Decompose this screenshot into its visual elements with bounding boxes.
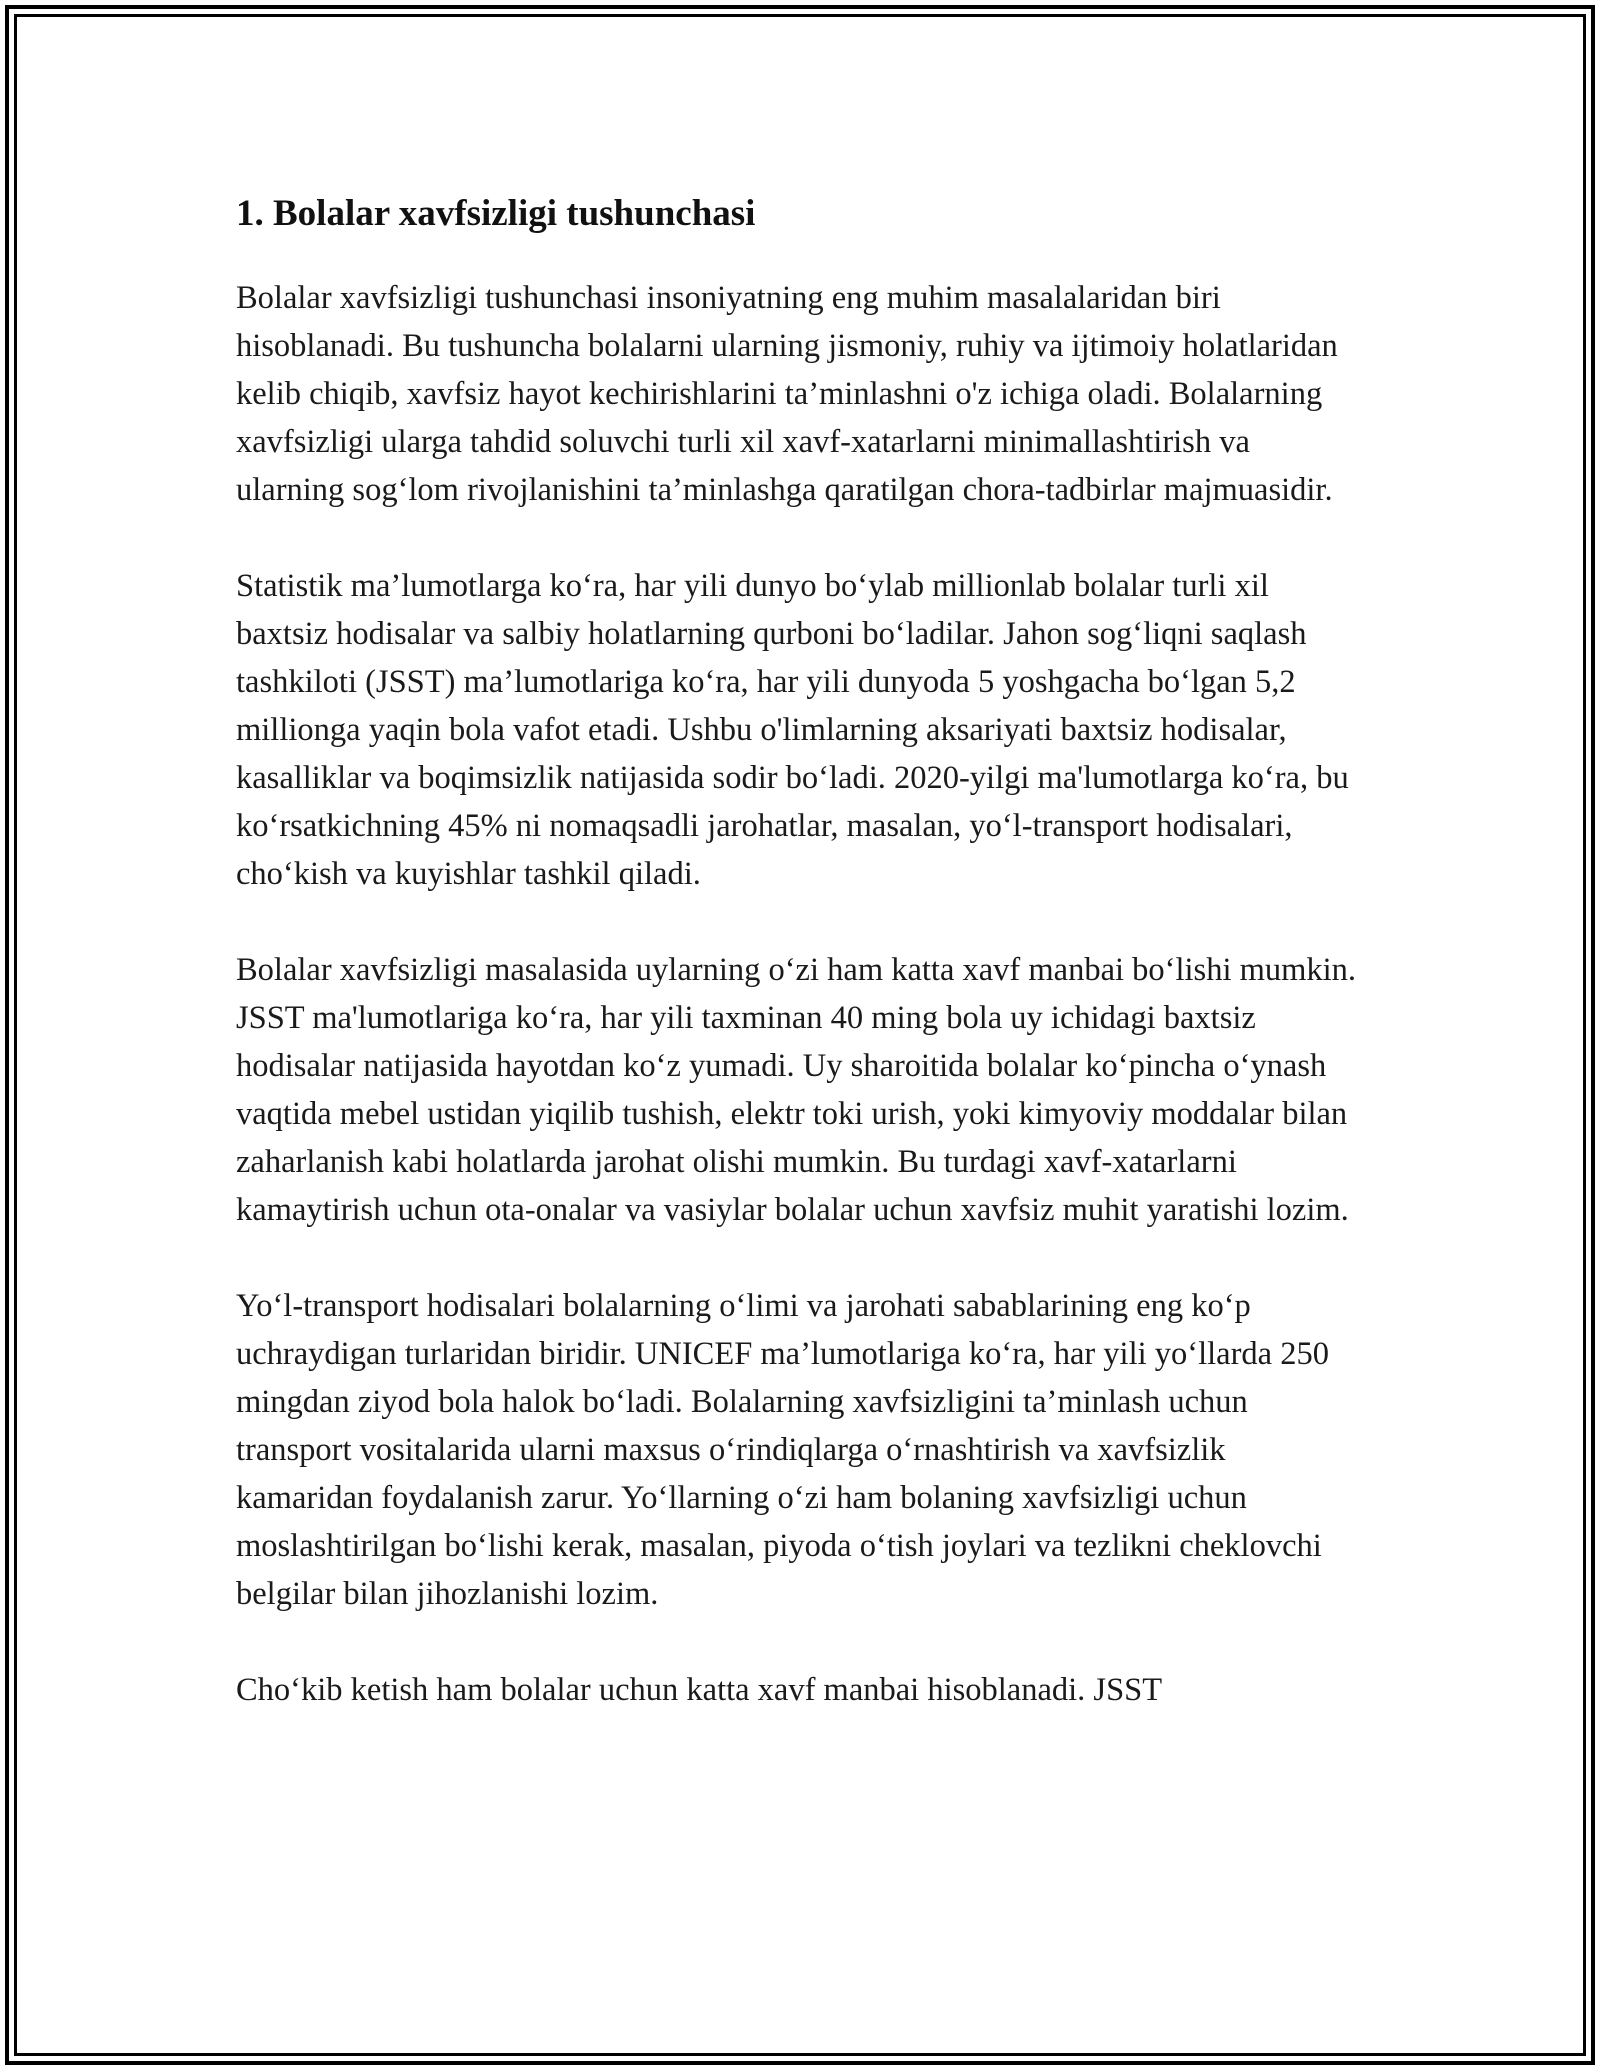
paragraph-2: Statistik ma’lumotlarga ko‘ra, har yili dunyo bo‘ylab millionlab bolalar turli xil baxtsiz hodisalar va salbiy holatlarning qurboni bo‘ladilar. Jahon sog‘liqni saqlash tashkiloti (JSST) ma’lumotlariga ko‘ra, har yili dunyoda 5 yoshgacha bo‘lgan 5,2 millionga yaqin bola vafot etadi. Ushbu o'limlarning aksariyati baxtsiz hodisalar, kasalliklar va boqimsizlik natijasida sodir bo‘ladi. 2020-yilgi ma'lumotlarga ko‘ra, bu ko‘rsatkichning 45% ni nomaqsadli jarohatlar, masalan, yo‘l-transport hodisalari, cho‘kish va kuyishlar tashkil qiladi.: [236, 568, 1349, 892]
paragraph-3: Bolalar xavfsizligi masalasida uylarning o‘zi ham katta xavf manbai bo‘lishi mumkin. JSST ma'lumotlariga ko‘ra, har yili taxminan 40 ming bola uy ichidagi baxtsiz hodisalar natijasida hayotdan ko‘z yumadi. Uy sharoitida bolalar ko‘pincha o‘ynash vaqtida mebel ustidan yiqilib tushish, elektr toki urish, yoki kimyoviy moddalar bilan zaharlanish kabi holatlarda jarohat olishi mumkin. Bu turdagi xavf-xatarlarni kamaytirish uchun ota-onalar va vasiylar bolalar uchun xavfsiz muhit yaratishi lozim.: [236, 952, 1357, 1228]
paragraph-1: Bolalar xavfsizligi tushunchasi insoniyatning eng muhim masalalaridan biri hisoblanadi. Bu tushuncha bolalarni ularning jismoniy, ruhiy va ijtimoiy holatlaridan kelib chiqib, xavfsiz hayot kechirishlarini ta’minlashni o'z ichiga oladi. Bolalarning xavfsizligi ularga tahdid soluvchi turli xil xavf-xatarlarni minimallashtirish va ularning sog‘lom rivojlanishini ta’minlashga qaratilgan chora-tadbirlar majmuasidir.: [236, 280, 1338, 508]
section-heading: 1. Bolalar xavfsizligi tushunchasi: [236, 193, 756, 234]
document-body: [236, 186, 1366, 1762]
paragraph-4: Yo‘l-transport hodisalari bolalarning o‘limi va jarohati sabablarining eng ko‘p uchraydigan turlaridan biridir. UNICEF ma’lumotlariga ko‘ra, har yili yo‘llarda 250 mingdan ziyod bola halok bo‘ladi. Bolalarning xavfsizligini ta’minlash uchun transport vositalarida ularni maxsus o‘rindiqlarga o‘rnashtirish va xavfsizlik kamaridan foydalanish zarur. Yo‘llarning o‘zi ham bolaning xavfsizligi uchun moslashtirilgan bo‘lishi kerak, masalan, piyoda o‘tish joylari va tezlikni cheklovchi belgilar bilan jihozlanishi lozim.: [236, 1288, 1329, 1612]
paragraph-5: Cho‘kib ketish ham bolalar uchun katta xavf manbai hisoblanadi. JSST: [236, 1672, 1163, 1708]
